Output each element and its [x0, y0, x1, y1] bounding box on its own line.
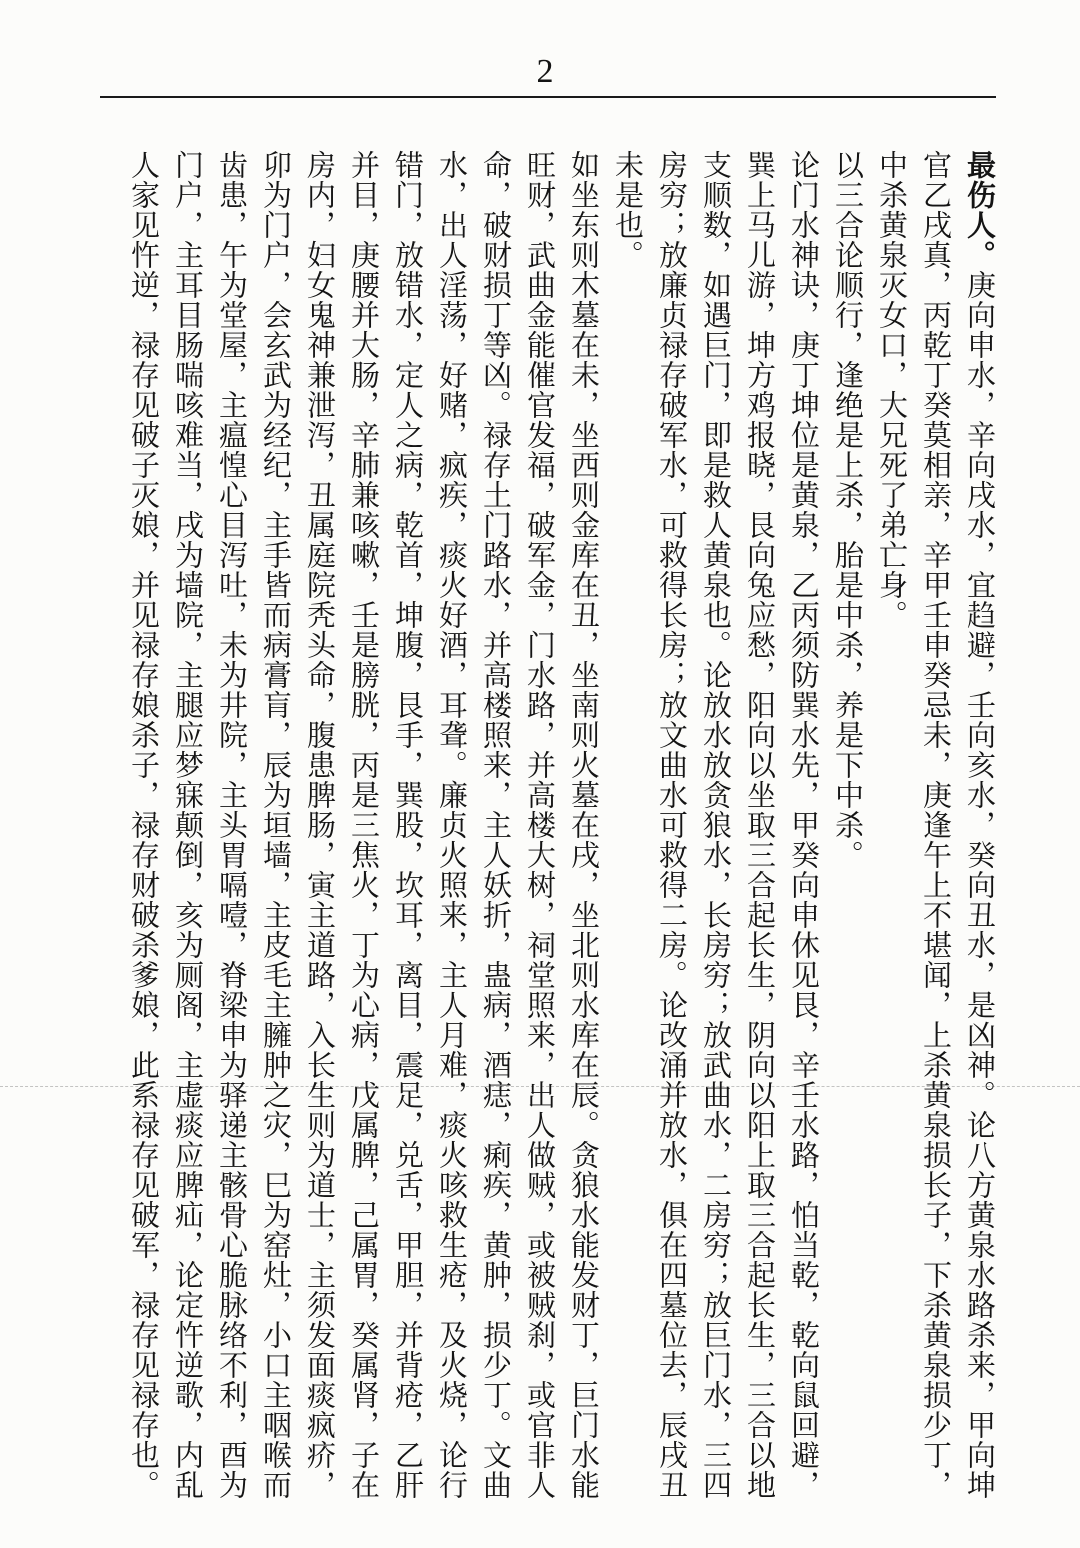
- text-column-11: 旺财，武曲金能催官发福，破军金，门水路，并高楼大树，祠堂照来，出人做贼，或被贼刹，或官非人: [523, 150, 557, 1500]
- text-column-5: 论门水神诀，庚丁坤位是黄泉，乙丙须防巽水先，甲癸向申休见艮，辛壬水路，怕当乾，乾向鼠回避，: [787, 150, 821, 1500]
- text-column-8: 房穷；放廉贞禄存破军水，可救得长房；放文曲水可救得二房。论改涌并放水，俱在四墓位去，辰戌丑: [655, 150, 689, 1500]
- text-column-4: 以三合论顺行，逢绝是上杀，胎是中杀，养是下中杀。: [831, 150, 865, 870]
- text-column-7: 支顺数，如遇巨门，即是救人黄泉也。论放水放贪狼水，长房穷；放武曲水，二房穷；放巨门水，三四: [699, 150, 733, 1500]
- text-column-16: 房内，妇女鬼神兼泄泻，丑属庭院秃头命，腹患脾肠，寅主道路，入长生则为道士，主须发面痰疯疥，: [303, 150, 337, 1500]
- bold-lead-text: 最伤人。: [963, 150, 997, 270]
- text-column-1: [958, 150, 1002, 1520]
- text-column-9: 未是也。: [611, 150, 645, 270]
- text-column-14: 错门，放错水，定人之病，乾首，坤腹，艮手，巽股，坎耳，离目，震足，兑舌，甲胆，并背疮，乙肝: [391, 150, 425, 1500]
- text-column-15: 并目，庚腰并大肠，辛肺兼咳嗽，壬是膀胱，丙是三焦火，丁为心病，戊属脾，己属胃，癸属肾，子在: [347, 150, 381, 1500]
- body-text: [122, 150, 1002, 1520]
- text-column-19: 门户，主耳目肠喘咳难当，戌为墙院，主腿应梦寐颠倒，亥为厕阁，主虚痰应脾疝，论定忤逆歌，内乱: [171, 150, 205, 1500]
- text-column-18: 齿患，午为堂屋，主瘟惶心目泻吐，未为井院，主头胃嗝噎，脊梁申为驿递主骸骨心脆脉络不利，酉为: [215, 150, 249, 1500]
- text-column-17: 卯为门户，会玄武为经纪，主手皆而病膏肓，辰为垣墙，主皮毛主臃肿之灾，巳为窑灶，小口主咽喉而: [259, 150, 293, 1500]
- text-column-6: 巽上马儿游，坤方鸡报晓，艮向兔应愁，阳向以坐取三合起长生，阴向以阳上取三合起长生，三合以地: [743, 150, 777, 1500]
- text-column-20: 人家见忤逆，禄存见破子灭娘，并见禄存娘杀子，禄存财破杀爹娘，此系禄存见破军，禄存见禄存也。: [127, 150, 161, 1500]
- text-column-12: 命，破财损丁等凶。禄存土门路水，并高楼照来，主人妖折，蛊病，酒痣，痢疾，黄肿，损少丁。文曲: [479, 150, 513, 1500]
- column-text: 庚向申水，辛向戌水，宜趋避，壬向亥水，癸向丑水，是凶神。论八方黄泉水路杀来，甲向坤: [963, 270, 997, 1500]
- text-column-2: 官乙戌真，丙乾丁癸莫相亲，辛甲壬申癸忌未，庚逢午上不堪闻，上杀黄泉损长子，下杀黄泉损少丁，: [919, 150, 953, 1500]
- text-column-3: 中杀黄泉灭女口，大兄死了弟亡身。: [875, 150, 909, 630]
- page-number: 2: [536, 53, 554, 90]
- text-column-10: 如坐东则木墓在未，坐西则金库在丑，坐南则火墓在戌，坐北则水库在辰。贪狼水能发财丁，巨门水能: [567, 150, 601, 1500]
- header-rule: [100, 96, 996, 98]
- text-column-13: 水，出人淫荡，好赌，疯疾，痰火好酒，耳聋。廉贞火照来，主人月难，痰火咳救生疮，及火烧，论行: [435, 150, 469, 1500]
